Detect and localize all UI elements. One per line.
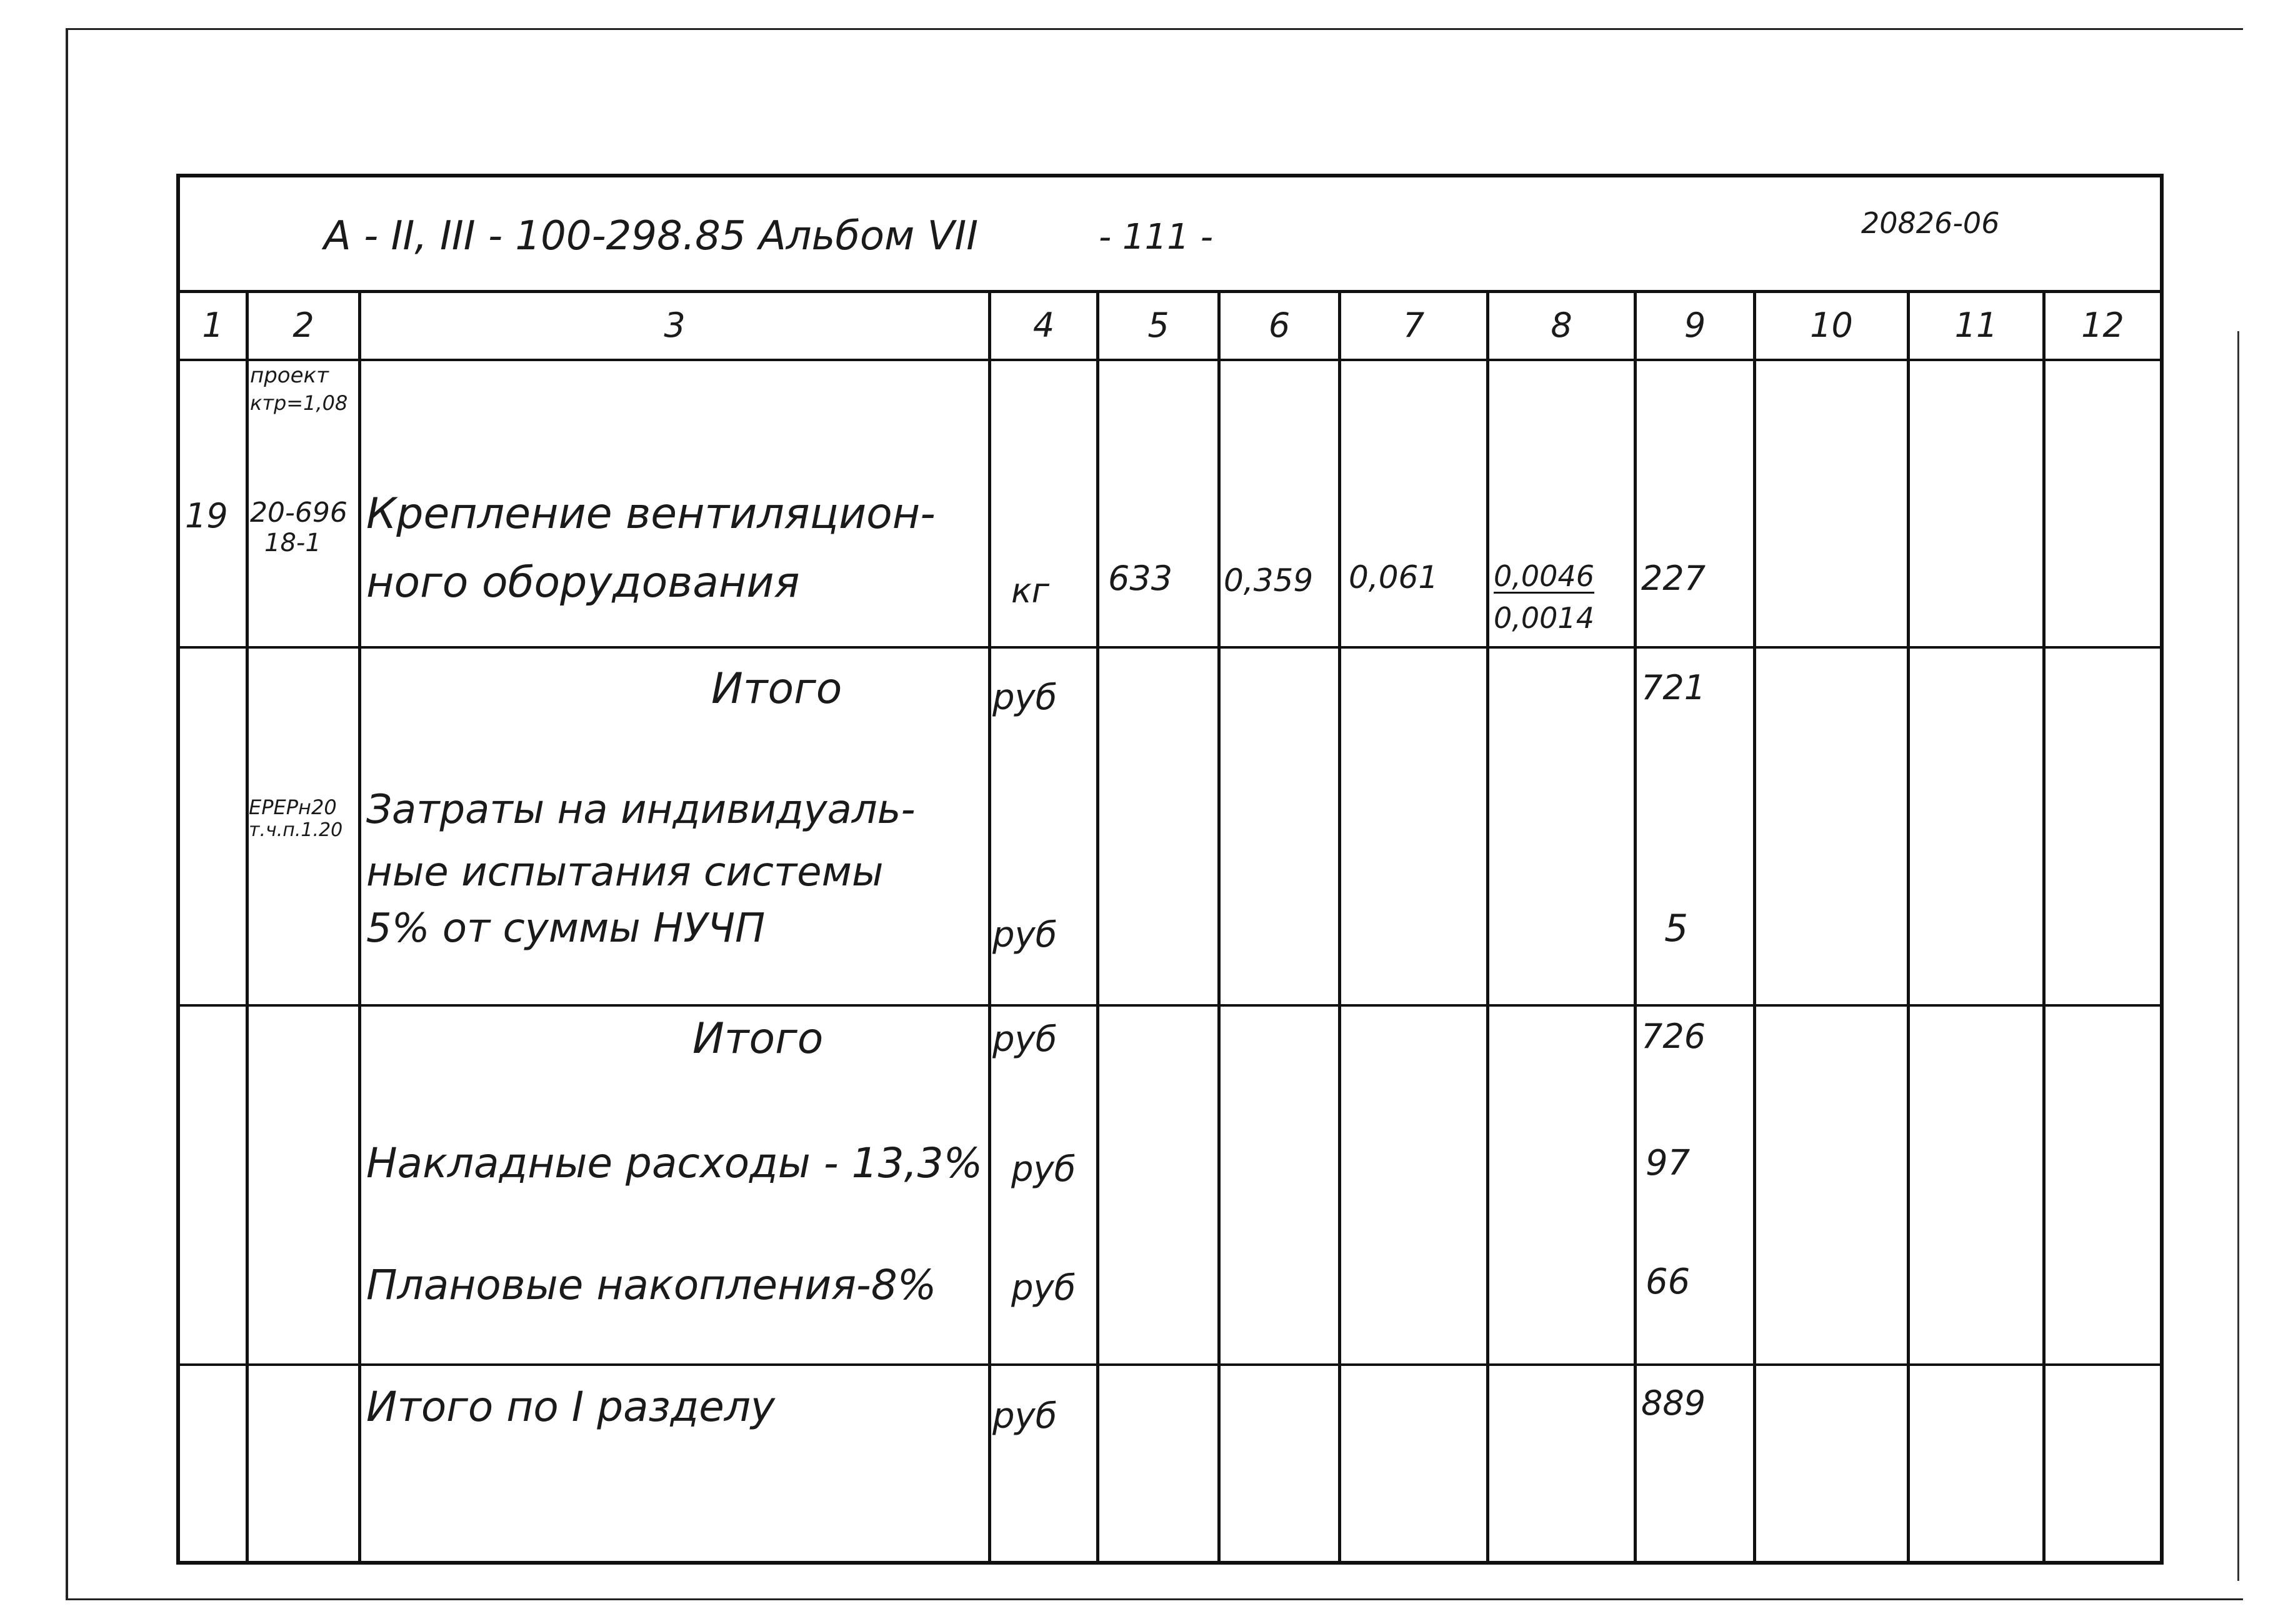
- column-header-divider: [180, 359, 2160, 361]
- sheet-id: 20826-06: [1861, 206, 2000, 240]
- row-col8-numerator: 0,0046: [1494, 559, 1594, 593]
- col-line-9: [1753, 290, 1756, 1562]
- col-line-5: [1217, 290, 1221, 1562]
- row-code-b: 18-1: [264, 529, 321, 557]
- tests-description-line2: ные испытания системы: [366, 849, 884, 895]
- subtotal2-label: Итого: [692, 1014, 824, 1064]
- row-code-mid: ктр=1,08: [250, 391, 348, 415]
- tests-description-line1: Затраты на индивидуаль-: [366, 787, 916, 833]
- col-line-8: [1634, 290, 1637, 1562]
- col-header-1: 1: [202, 306, 224, 345]
- tests-code-a: ЕРЕРн20: [249, 795, 337, 819]
- col-line-6: [1338, 290, 1341, 1562]
- col-line-11: [2042, 290, 2046, 1562]
- col-header-4: 4: [1032, 306, 1055, 345]
- row-description-line1: Крепление вентиляцион-: [366, 489, 936, 539]
- overhead-unit: руб: [1011, 1149, 1076, 1190]
- row-code-a: 20-696: [250, 497, 347, 529]
- row-divider-1: [180, 646, 2160, 649]
- col-header-10: 10: [1810, 306, 1853, 345]
- col-header-6: 6: [1268, 306, 1291, 345]
- col-line-10: [1907, 290, 1910, 1562]
- tests-code-b: т.ч.п.1.20: [249, 819, 343, 841]
- subtotal1-unit: руб: [992, 677, 1057, 718]
- doc-code: А - II, III - 100-298.85 Альбом VII: [324, 213, 979, 259]
- row-col9: 227: [1641, 559, 1706, 598]
- row-code-top: проект: [250, 363, 329, 388]
- col-header-9: 9: [1684, 306, 1706, 345]
- tests-description-line3: 5% от суммы НУЧП: [366, 905, 766, 952]
- col-header-3: 3: [664, 306, 686, 345]
- tests-value: 5: [1664, 907, 1689, 950]
- col-header-2: 2: [292, 306, 314, 345]
- col-line-1: [246, 290, 249, 1562]
- overhead-label: Накладные расходы - 13,3%: [366, 1139, 983, 1187]
- col-header-5: 5: [1147, 306, 1169, 345]
- header-divider: [180, 290, 2160, 293]
- tests-unit: руб: [992, 915, 1057, 955]
- col-line-3: [988, 290, 991, 1562]
- savings-unit: руб: [1011, 1268, 1076, 1308]
- total-unit: руб: [992, 1396, 1057, 1437]
- row-col5: 633: [1108, 559, 1173, 598]
- subtotal1-label: Итого: [711, 664, 842, 714]
- row-col8-denominator: 0,0014: [1494, 601, 1594, 635]
- subtotal1-value: 721: [1641, 668, 1706, 707]
- savings-label: Плановые накопления-8%: [366, 1261, 937, 1309]
- subtotal2-unit: руб: [992, 1019, 1057, 1060]
- row-divider-2: [180, 1004, 2160, 1007]
- row-col6: 0,359: [1224, 562, 1314, 599]
- row-description-line2: ного оборудования: [366, 558, 800, 607]
- col-line-4: [1096, 290, 1099, 1562]
- estimate-table: [176, 174, 2164, 1565]
- col-header-11: 11: [1954, 306, 1998, 345]
- subtotal2-value: 726: [1641, 1017, 1706, 1056]
- savings-value: 66: [1646, 1262, 1691, 1302]
- col-header-7: 7: [1402, 306, 1425, 345]
- row-divider-3: [180, 1363, 2160, 1366]
- row-unit: кг: [1011, 571, 1049, 610]
- sheet-right-edge: [2237, 331, 2239, 1581]
- total-label: Итого по I разделу: [366, 1383, 776, 1431]
- col-line-7: [1486, 290, 1489, 1562]
- page-number: - 111 -: [1099, 217, 1213, 257]
- row-col7: 0,061: [1349, 559, 1439, 595]
- col-line-2: [358, 290, 361, 1562]
- total-value: 889: [1641, 1383, 1706, 1423]
- col-header-12: 12: [2081, 306, 2124, 345]
- col-header-8: 8: [1551, 306, 1572, 345]
- row-number: 19: [185, 496, 228, 536]
- overhead-value: 97: [1646, 1143, 1691, 1183]
